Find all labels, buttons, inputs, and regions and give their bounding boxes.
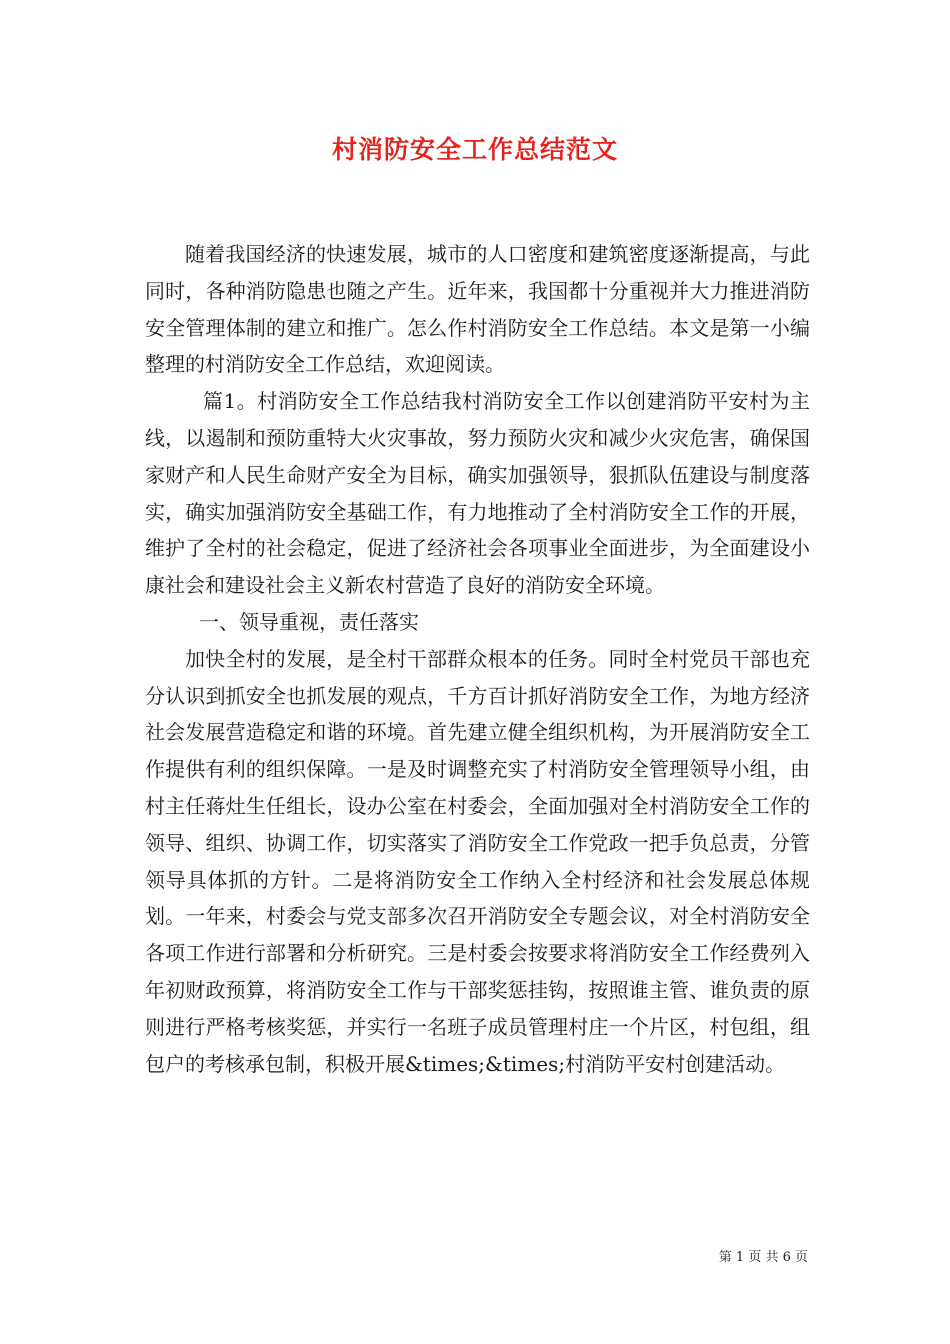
document-body [145, 236, 810, 1082]
document-title: 村消防安全工作总结范文 [331, 135, 618, 164]
section-heading: 一、领导重视，责任落实 [199, 609, 419, 634]
page-number: 第 1 页 共 6 页 [718, 1250, 808, 1265]
paragraph-part-1: 篇1。村消防安全工作总结我村消防安全工作以创建消防平安村为主线，以遏制和预防重特大火灾事故，努力预防火灾和减少火灾危害，确保国家财产和人民生命财产安全为目标，确实加强领导，狠抓队伍建设与制度落实，确实加强消防安全基础工作，有力地推动了全村消防安全工作的开展，维护了全村的社会稳定，促进了经济社会各项事业全面进步，为全面建设小康社会和建设社会主义新农村营造了良好的消防安全环境。 [145, 389, 810, 598]
paragraph-leadership: 加快全村的发展，是全村干部群众根本的任务。同时全村党员干部也充分认识到抓安全也抓发展的观点，千方百计抓好消防安全工作，为地方经济社会发展营造稳定和谐的环境。首先建立健全组织机构，为开展消防安全工作提供有利的组织保障。一是及时调整充实了村消防安全管理领导小组，由村主任蒋灶生任组长，设办公室在村委会，全面加强对全村消防安全工作的领导、组织、协调工作，切实落实了消防安全工作党政一把手负总责，分管领导具体抓的方针。二是将消防安全工作纳入全村经济和社会发展总体规划。一年来，村委会与党支部多次召开消防安全专题会议，对全村消防安全各项工作进行部署和分析研究。三是村委会按要求将消防安全工作经费列入年初财政预算，将消防安全工作与干部奖惩挂钩，按照谁主管、谁负责的原则进行严格考核奖惩，并实行一名班子成员管理村庄一个片区，村包组，组包户的考核承包制，积极开展&times;&times;村消防平安村创建活动。 [145, 646, 810, 1076]
paragraph-intro: 随着我国经济的快速发展，城市的人口密度和建筑密度逐渐提高，与此同时，各种消防隐患也随之产生。近年来，我国都十分重视并大力推进消防安全管理体制的建立和推广。怎么作村消防安全工作总结。本文是第一小编整理的村消防安全工作总结，欢迎阅读。 [145, 242, 810, 377]
